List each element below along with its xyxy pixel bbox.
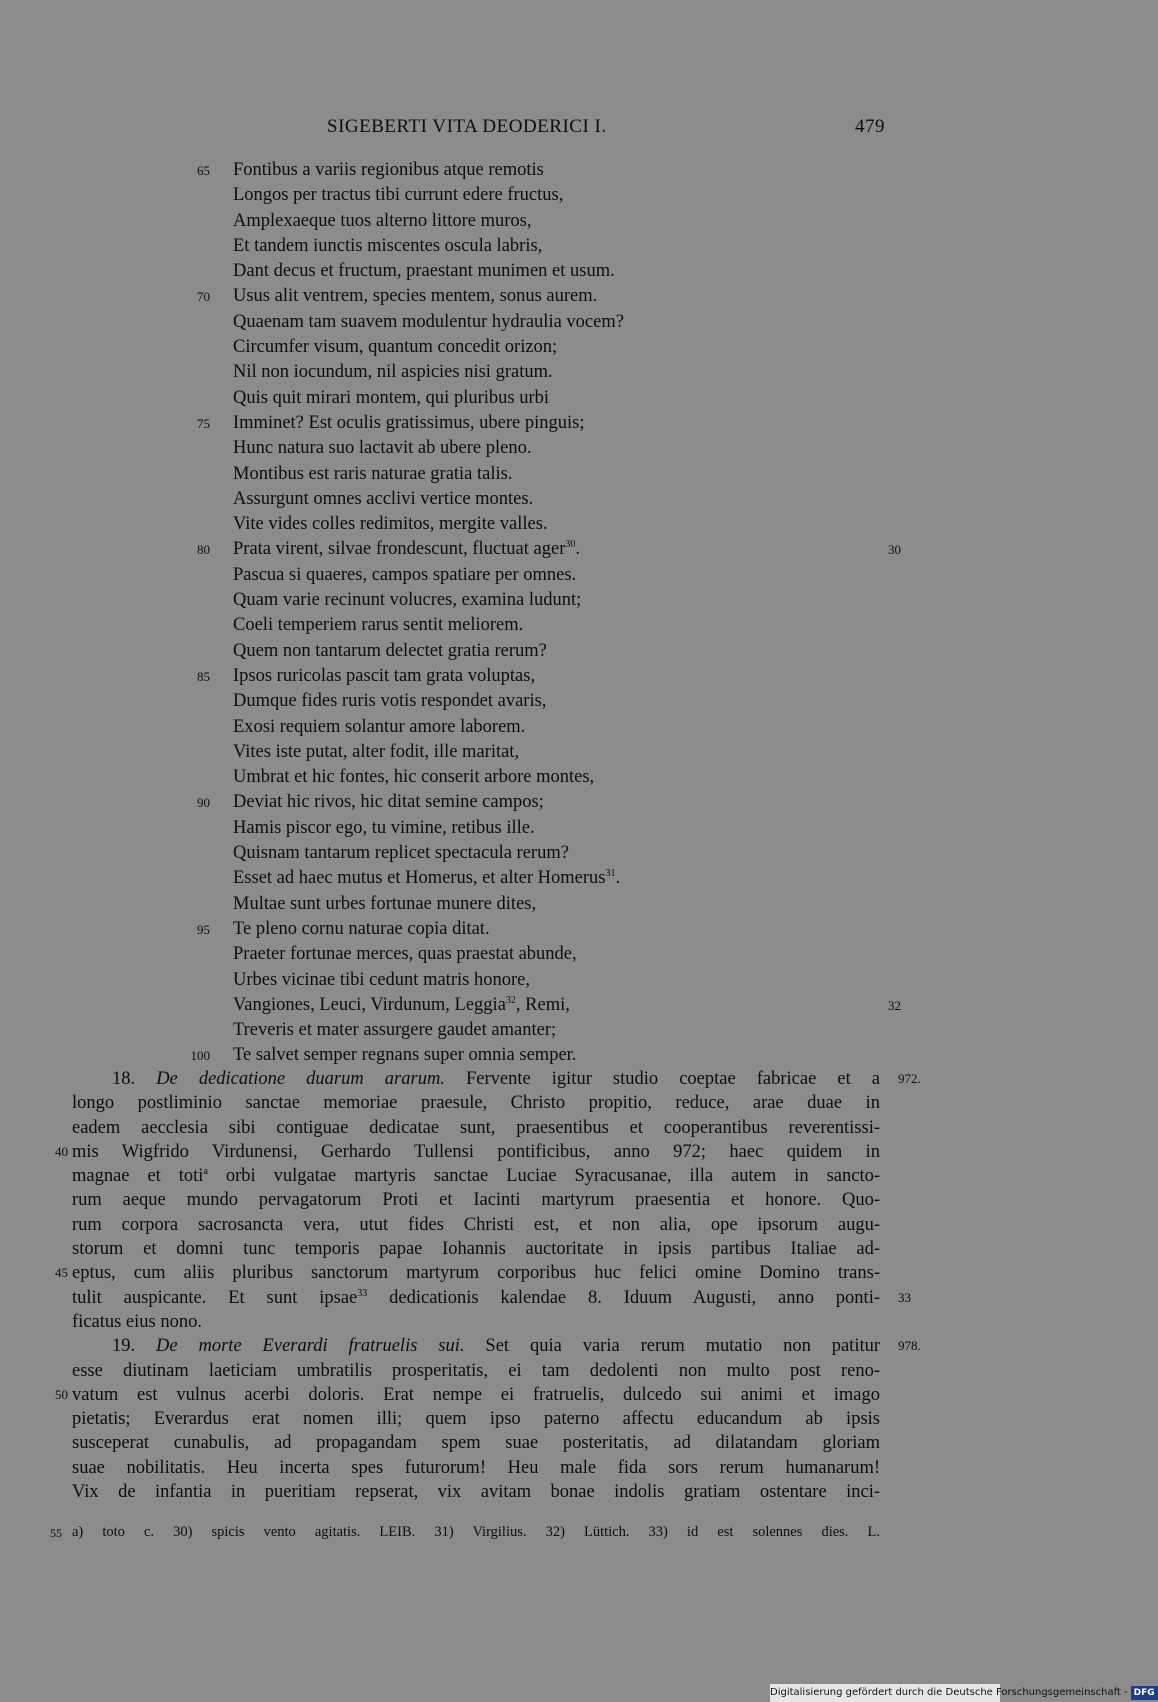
verse-text-main: Vangiones, Leuci, Virdunum, Leggia	[233, 994, 506, 1015]
prose-text	[72, 1213, 880, 1237]
margin-note: 30	[888, 542, 901, 558]
prose-text-main: susceperat cunabulis, ad propagandam spem suae posteritatis, ad dilatandam gloriam	[72, 1433, 880, 1454]
verse-text-main: Praeter fortunae merces, quas praestat abunde,	[233, 944, 577, 965]
verse-text-main: Treveris et mater assurgere gaudet amanter;	[233, 1020, 557, 1041]
margin-note: 32	[888, 997, 901, 1013]
line-number: 100	[190, 1048, 210, 1064]
prose-text-main: pietatis; Everardus erat nomen illi; quem ipso paterno affectu educandum ab ipsis	[72, 1409, 880, 1430]
prose-line	[0, 1116, 1000, 1140]
prose-text-main: rum aeque mundo pervagatorum Proti et Iacinti martyrum praesentia et honore. Quo-	[72, 1190, 880, 1211]
verse-text	[233, 689, 546, 714]
prose-text-after: dedicationis kalendae 8. Iduum Augusti, anno ponti-	[367, 1287, 880, 1308]
verse-line	[0, 386, 1000, 411]
prose-text	[72, 1164, 880, 1188]
verse-text-main: Quisnam tantarum replicet spectacula rerum?	[233, 843, 569, 864]
verse-text-main: Vite vides colles redimitos, mergite valles.	[233, 514, 548, 535]
prose-line	[0, 1286, 1000, 1310]
verse-text	[233, 487, 533, 512]
verse-text	[233, 158, 544, 183]
verse-text	[233, 259, 615, 284]
verse-text-main: Nil non iocundum, nil aspicies nisi gratum.	[233, 362, 553, 383]
verse-line	[0, 993, 1000, 1018]
verse-text-main: Deviat hic rivos, hic ditat semine campos;	[233, 792, 544, 813]
prose-text	[72, 1116, 880, 1140]
verse-line	[0, 183, 1000, 208]
running-title: SIGEBERTI VITA DEODERICI I.	[327, 116, 607, 137]
verse-text	[233, 765, 594, 790]
prose-text-main: longo postliminio sanctae memoriae praesule, Christo propitio, reduce, arae duae in	[72, 1093, 880, 1114]
verse-text-main: Esset ad haec mutus et Homerus, et alter Homerus	[233, 868, 606, 889]
credit-text: Digitalisierung gefördert durch die Deutsche Forschungsgemeinschaft -	[770, 1687, 1128, 1698]
prose-line	[0, 1213, 1000, 1237]
footnote-line-number: 55	[50, 1526, 62, 1540]
verse-line	[0, 866, 1000, 891]
verse-text	[233, 310, 624, 335]
verse-line	[0, 537, 1000, 562]
prose-text	[72, 1091, 880, 1115]
verse-text	[233, 715, 525, 740]
prose-line	[0, 1237, 1000, 1261]
prose-text-main: Fervente igitur studio coeptae fabricae et a	[466, 1069, 880, 1089]
verse-text	[233, 993, 570, 1018]
verse-text	[233, 335, 557, 360]
verse-text-main: Prata virent, silvae frondescunt, fluctuat ager	[233, 539, 566, 560]
verse-text-main: Amplexaeque tuos alterno littore muros,	[233, 210, 532, 231]
margin-note: 972.	[898, 1071, 921, 1086]
verse-line	[0, 360, 1000, 385]
line-number: 40	[55, 1143, 68, 1159]
verse-text	[233, 462, 512, 487]
verse-line	[0, 411, 1000, 436]
prose-text	[72, 1188, 880, 1212]
verse-line	[0, 689, 1000, 714]
verse-text-main: Hunc natura suo lactavit ab ubere pleno.	[233, 438, 532, 459]
verse-text	[233, 968, 530, 993]
prose-text-main: storum et domni tunc temporis papae Iohannis auctoritate in ipsis partibus Italiae ad-	[72, 1239, 880, 1260]
prose-line	[0, 1140, 1000, 1164]
verse-text-main: Et tandem iunctis miscentes oscula labris,	[233, 235, 543, 256]
line-number: 45	[55, 1265, 68, 1281]
chapter-heading: De dedicatione duarum ararum.	[156, 1069, 445, 1089]
prose-text-main: tulit auspicante. Et sunt ipsae	[72, 1287, 358, 1308]
verse-text	[233, 639, 547, 664]
verse-line	[0, 613, 1000, 638]
prose-line	[0, 1480, 1000, 1504]
verse-text	[233, 892, 536, 917]
line-number: 95	[197, 921, 210, 937]
verse-line	[0, 310, 1000, 335]
prose-line	[0, 1359, 1000, 1383]
prose-line	[0, 1407, 1000, 1431]
prose-text	[72, 1286, 880, 1310]
verse-text	[233, 1018, 556, 1043]
verse-text-main: Exosi requiem solantur amore laborem.	[233, 716, 526, 737]
prose-text	[72, 1383, 880, 1407]
footnote-ref: 30	[565, 539, 576, 551]
prose-text	[72, 1456, 880, 1480]
running-header	[0, 116, 1000, 142]
verse-text-main: Montibus est raris naturae gratia talis.	[233, 463, 513, 484]
verse-line	[0, 942, 1000, 967]
verse-text-main: Dant decus et fructum, praestant munimen et usum.	[233, 261, 615, 282]
verse-text-after: .	[615, 868, 621, 889]
prose-text	[72, 1261, 880, 1285]
verse-line	[0, 1018, 1000, 1043]
prose-text	[72, 1407, 880, 1431]
verse-line	[0, 664, 1000, 689]
verse-text-main: Ipsos ruricolas pascit tam grata voluptas,	[233, 665, 536, 686]
prose-line	[0, 1261, 1000, 1285]
prose-text-main: suae nobilitatis. Heu incerta spes futurorum! Heu male fida sors rerum humanarum!	[72, 1457, 880, 1478]
prose-line	[0, 1334, 1000, 1358]
prose-line	[0, 1164, 1000, 1188]
dfg-logo: DFG	[1131, 1686, 1158, 1700]
digitization-credit	[770, 1684, 1155, 1702]
prose-text-main: magnae et toti	[72, 1166, 204, 1187]
line-number: 70	[197, 289, 210, 305]
verse-text-main: Multae sunt urbes fortunae munere dites,	[233, 893, 537, 914]
verse-line	[0, 715, 1000, 740]
verse-text-after: , Remi,	[515, 994, 570, 1015]
page-number: 479	[855, 116, 885, 137]
prose-line	[0, 1188, 1000, 1212]
verse-line	[0, 841, 1000, 866]
footnote-ref: a	[203, 1166, 208, 1178]
verse-text-main: Quaenam tam suavem modulentur hydraulia vocem?	[233, 311, 624, 332]
verse-line	[0, 158, 1000, 183]
verse-text	[233, 512, 548, 537]
footnote-ref: 31	[605, 868, 616, 880]
prose-text-main: mis Wigfrido Virdunensi, Gerhardo Tullensi pontificibus, anno 972; haec quidem in	[72, 1141, 880, 1162]
margin-note: 978.	[898, 1338, 921, 1354]
prose-text	[72, 1480, 880, 1504]
verse-block	[0, 158, 1000, 1069]
verse-line	[0, 765, 1000, 790]
verse-text-main: Urbes vicinae tibi cedunt matris honore,	[233, 969, 530, 990]
chapter-number: 19.	[112, 1336, 136, 1357]
prose-text-main: Vix de infantia in pueritiam repserat, vix avitam bonae indolis gratiam ostentare inci-	[72, 1482, 880, 1503]
verse-text-main: Assurgunt omnes acclivi vertice montes.	[233, 488, 534, 509]
verse-text	[233, 613, 523, 638]
line-number: 85	[197, 668, 210, 684]
verse-text-main: Pascua si quaeres, campos spatiare per omnes.	[233, 564, 577, 585]
verse-text	[233, 183, 563, 208]
verse-text	[233, 436, 531, 461]
verse-line	[0, 892, 1000, 917]
verse-line	[0, 639, 1000, 664]
verse-text-main: Fontibus a variis regionibus atque remotis	[233, 160, 544, 180]
line-number: 90	[197, 795, 210, 811]
line-number: 80	[197, 542, 210, 558]
prose-text	[72, 1237, 880, 1261]
verse-line	[0, 588, 1000, 613]
verse-text	[233, 588, 581, 613]
verse-text	[233, 740, 519, 765]
verse-text	[233, 209, 532, 234]
prose-line	[0, 1310, 1000, 1334]
verse-text	[233, 411, 584, 436]
verse-text-main: Hamis piscor ego, tu vimine, retibus ille.	[233, 817, 535, 838]
verse-text	[233, 790, 544, 815]
footnote-ref: 32	[505, 994, 516, 1006]
verse-text-after: .	[575, 539, 580, 560]
prose-text	[72, 1067, 880, 1091]
prose-text	[72, 1359, 880, 1383]
prose-text-main: Set quia varia rerum mutatio non patitur	[485, 1336, 881, 1357]
prose-text-main: eadem aecclesia sibi contiguae dedicatae sunt, praesentibus et cooperantibus reverentissi-	[72, 1117, 880, 1138]
prose-text	[72, 1310, 880, 1334]
prose-line	[0, 1456, 1000, 1480]
verse-line	[0, 512, 1000, 537]
verse-text-main: Usus alit ventrem, species mentem, sonus aurem.	[233, 286, 598, 307]
verse-text-main: Te pleno cornu naturae copia ditat.	[233, 918, 490, 939]
line-number: 65	[197, 163, 210, 178]
verse-text	[233, 284, 597, 309]
verse-text	[233, 816, 535, 841]
verse-line	[0, 816, 1000, 841]
verse-text-main: Coeli temperiem rarus sentit meliorem.	[233, 615, 524, 636]
line-number: 50	[55, 1386, 68, 1402]
verse-text-main: Imminet? Est oculis gratissimus, ubere pinguis;	[233, 412, 585, 433]
prose-line	[0, 1067, 1000, 1091]
verse-line	[0, 740, 1000, 765]
verse-text-main: Quem non tantarum delectet gratia rerum?	[233, 640, 547, 661]
verse-text-main: Umbrat et hic fontes, hic conserit arbore montes,	[233, 767, 595, 788]
verse-text	[233, 866, 620, 891]
verse-text	[233, 942, 577, 967]
verse-text	[233, 386, 549, 411]
prose-text-main: rum corpora sacrosancta vera, utut fides Christi est, et non alia, ope ipsorum augu-	[72, 1214, 880, 1235]
verse-line	[0, 563, 1000, 588]
prose-text-after: orbi vulgatae martyris sanctae Luciae Syracusanae, illa autem in sancto-	[207, 1166, 880, 1187]
verse-line	[0, 790, 1000, 815]
prose-text-main: eptus, cum aliis pluribus sanctorum martyrum corporibus huc felici omine Domino trans-	[72, 1263, 880, 1284]
line-number: 75	[197, 415, 210, 431]
verse-text	[233, 234, 542, 259]
verse-text-main: Quam varie recinunt volucres, examina ludunt;	[233, 590, 582, 611]
verse-line	[0, 1043, 1000, 1068]
verse-text	[233, 563, 576, 588]
prose-text	[72, 1140, 880, 1164]
prose-line	[0, 1091, 1000, 1115]
verse-line	[0, 436, 1000, 461]
chapter-heading: De morte Everardi fratruelis sui.	[156, 1336, 465, 1357]
verse-text-main: Circumfer visum, quantum concedit orizon;	[233, 337, 558, 358]
verse-line	[0, 209, 1000, 234]
verse-line	[0, 917, 1000, 942]
margin-note: 33	[898, 1289, 911, 1305]
prose-line	[0, 1383, 1000, 1407]
verse-text	[233, 537, 580, 562]
verse-text-main: Vites iste putat, alter fodit, ille maritat,	[233, 741, 520, 762]
verse-text	[233, 917, 490, 942]
verse-text-main: Te salvet semper regnans super omnia semper.	[233, 1045, 577, 1066]
prose-line	[0, 1431, 1000, 1455]
footnote-ref: 33	[357, 1287, 368, 1299]
prose-text	[72, 1431, 880, 1455]
verse-text	[233, 360, 553, 385]
verse-line	[0, 284, 1000, 309]
verse-text	[233, 1043, 576, 1068]
prose-text-main: vatum est vulnus acerbi doloris. Erat nempe ei fratruelis, dulcedo sui animi et imago	[72, 1384, 880, 1405]
verse-line	[0, 487, 1000, 512]
chapter-number: 18.	[112, 1069, 136, 1089]
prose-text-main: esse diutinam laeticiam umbratilis prosperitatis, ei tam dedolenti non multo post reno-	[72, 1360, 880, 1381]
verse-text-main: Dumque fides ruris votis respondet avaris,	[233, 691, 547, 712]
prose-block	[0, 1067, 1000, 1504]
verse-line	[0, 335, 1000, 360]
verse-text	[233, 664, 535, 689]
verse-text	[233, 841, 569, 866]
verse-line	[0, 259, 1000, 284]
verse-line	[0, 462, 1000, 487]
verse-line	[0, 968, 1000, 993]
verse-text-main: Longos per tractus tibi currunt edere fructus,	[233, 185, 564, 206]
footnote-text: a) toto c. 30) spicis vento agitatis. LEIB. 31) Virgilius. 32) Lüttich. 33) id est solennes dies. L.	[72, 1524, 880, 1540]
verse-text-main: Quis quit mirari montem, qui pluribus urbi	[233, 387, 550, 408]
prose-text	[72, 1334, 880, 1358]
prose-text-main: ficatus eius nono.	[72, 1311, 202, 1332]
verse-line	[0, 234, 1000, 259]
